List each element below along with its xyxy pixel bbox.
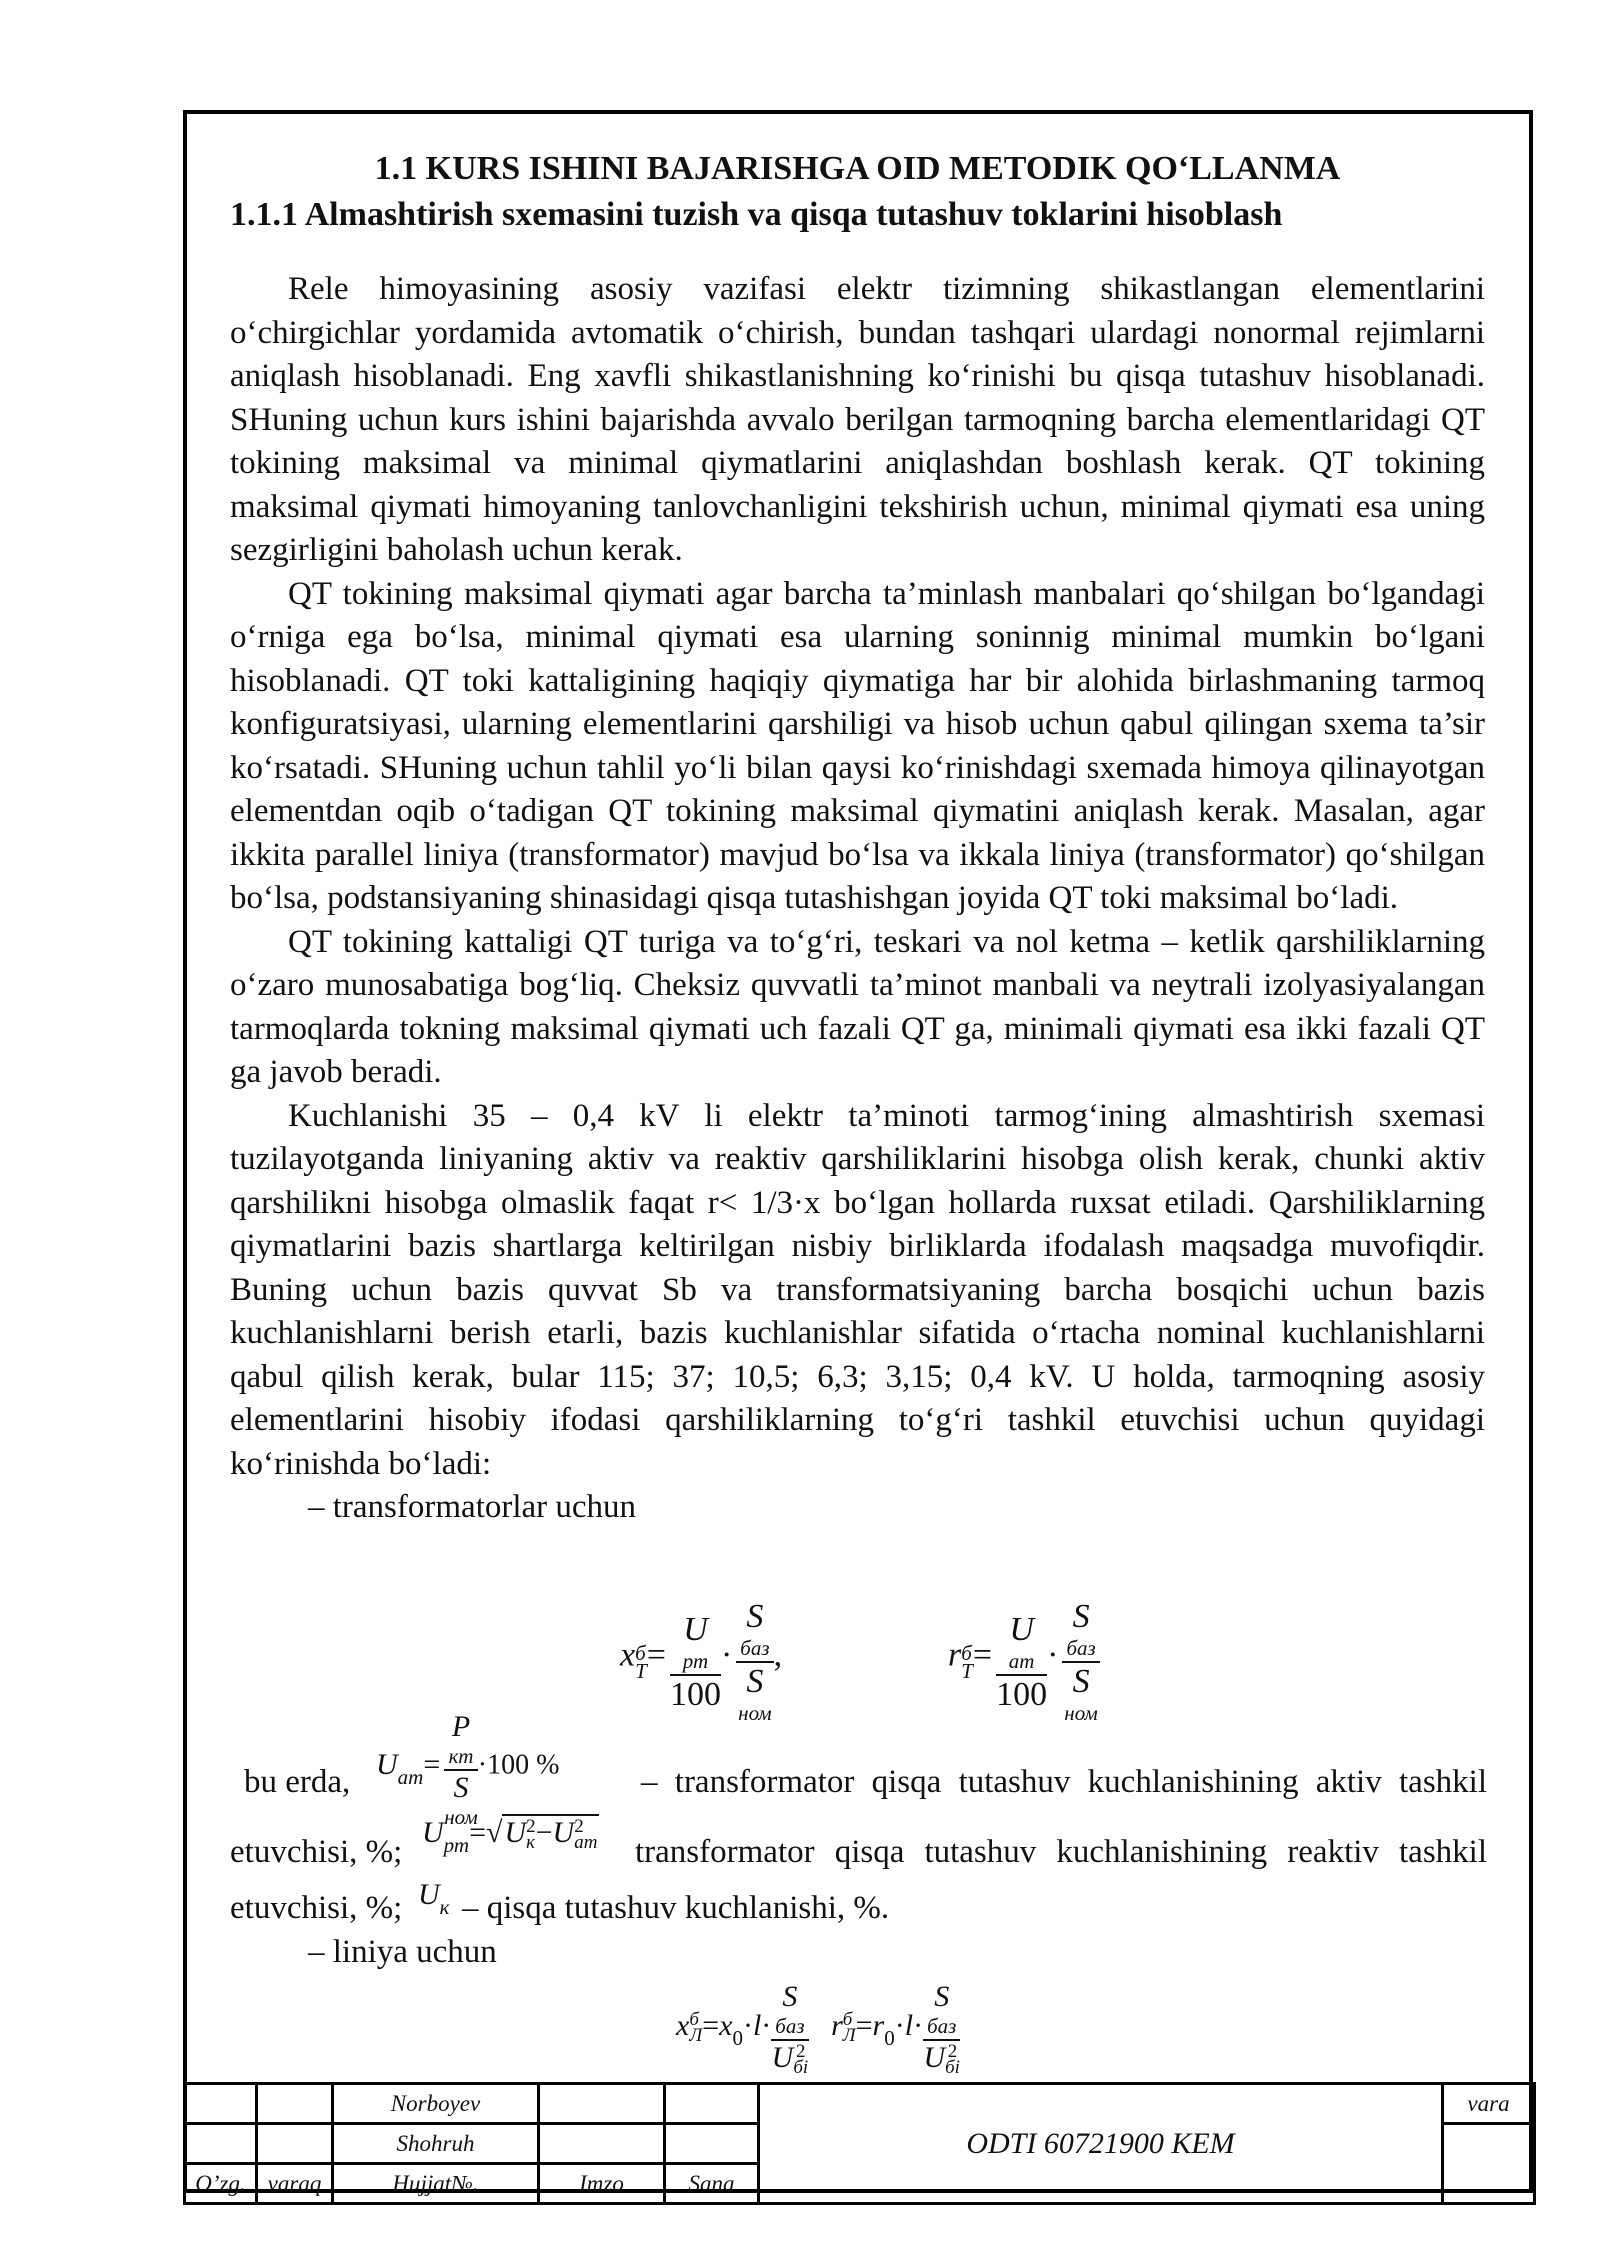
page-heading: 1.1 KURS ISHINI BAJARISHGA OID METODIK QO‘LLANMA (374, 150, 1341, 187)
stamp-cell (257, 2084, 333, 2124)
stamp-name-2: Shohruh (333, 2124, 539, 2164)
stamp-sana: Sana (665, 2164, 759, 2204)
stamp-cell (257, 2124, 333, 2164)
document-body (230, 150, 1485, 1530)
uk-description: – qisqa tutashuv kuchlanishi, %. (462, 1890, 890, 1926)
stamp-cell (185, 2084, 257, 2124)
stamp-varaq: varaq (257, 2164, 333, 2204)
title-block (183, 2082, 1536, 2205)
formula-xT: x б Т = U рт 100 · S баз S ном , (620, 1598, 783, 1725)
formula-rT: r б Т = U ат 100 · S баз S ном (948, 1598, 1098, 1725)
stamp-ozg: O’zg. (185, 2164, 257, 2204)
formula-Uk: $U_к$ (418, 1878, 450, 1919)
stamp-cell (185, 2124, 257, 2164)
etuvchisi-1: etuvchisi, %; (230, 1834, 403, 1870)
list-item-transformers: – transformatorlar uchun (308, 1489, 637, 1525)
stamp-hujjat: Hujjat№. (333, 2164, 539, 2204)
paragraph-4: Kuchlanishi 35 – 0,4 kV li elektr ta’minoti tarmog‘ining almashtirish sxemasi tuzilayotganda liniyaning aktiv va reaktiv qarshiliklarini hisobga olish kerak, chunki aktiv qarshilikni hisobga olmaslik faqat r< 1/3·x bo‘lgan hollarda ruxsat etiladi. Qarshiliklarning qiymatlarini bazis shartlarga keltirilgan nisbiy birliklarda ifodalash maqsadga muvofiqdir. Buning uchun bazis quvvat Sb va transformatsiyaning barcha bosqichi uchun bazis kuchlanishlarni berish etarli, bazis kuchlanishlar sifatida o‘rtacha nominal kuchlanishlarni qabul qilish kerak, bular 115; 37; 10,5; 6,3; 3,15; 0,4 kV. U holda, tarmoqning asosiy elementlarini hisobiy ifodasi qarshiliklarning to‘g‘ri tashkil etuvchisi uchun quyidagi ko‘rinishda bo‘ladi: (230, 1097, 1485, 1482)
formula-line: x б Л $=x_0\cdot l\cdot$ S баз U 2 бі r б Л $=r_0\cdot l\cdot$ S баз U 2 бі (676, 1980, 960, 2079)
paragraph-2: QT tokining maksimal qiymati agar barcha ta’minlash manbalari qo‘shilgan bo‘lgandagi o‘rniga ega bo‘lsa, minimal qiymati esa ularning soninnig minimal mumkin bo‘lgani hisoblanadi. QT toki kattaligining haqiqiy qiymatiga har bir alohida birlashmaning tarmoq konfiguratsiyasi, ularning elementlarini qarshiligi va hisob uchun qabul qilingan sxema ta’sir ko‘rsatadi. SHuning uchun tahlil yo‘li bilan qaysi ko‘rinishdagi sxemada himoya qilinayotgan elementdan oqib o‘tadigan QT tokining maksimal qiymatini aniqlash kerak. Masalan, agar ikkita parallel liniya (transformator) mavjud bo‘lsa va ikkala liniya (transformator) qo‘shilgan bo‘lsa, podstansiyaning shinasidagi qisqa tutashishgan joyida QT toki maksimal bo‘ladi. (230, 575, 1485, 916)
stamp-page-number (1443, 2124, 1535, 2204)
upt-description: transformator qisqa tutashuv kuchlanishining reaktiv tashkil (635, 1834, 1487, 1870)
formula-Uat: $U_{ат}=$ P кт S ном ·100 % (376, 1710, 560, 1829)
formula-Upt: $U_{рт}=√U$ 2 к −U 2 ат (422, 1816, 598, 1857)
document-code: ODTI 60721900 KEM (759, 2084, 1443, 2204)
stamp-cell (665, 2124, 759, 2164)
stamp-name-1: Norboyev (333, 2084, 539, 2124)
paragraph-1: Rele himoyasining asosiy vazifasi elektr tizimning shikastlangan elementlarini o‘chirgichlar yordamida avtomatik o‘chirish, bundan tashqari ulardagi nonormal rejimlarni aniqlash hisoblanadi. Eng xavfli shikastlanishning ko‘rinishi bu qisqa tutashuv hisoblanadi. SHuning uchun kurs ishini bajarishda avvalo berilgan tarmoqning barcha elementlaridagi QT tokining maksimal va minimal qiymatlarini aniqlashdan boshlash kerak. QT tokining maksimal qiymati himoyaning tanlovchanligini tekshirish uchun, minimal qiymati esa uning sezgirligini baholash uchun kerak. (230, 271, 1485, 568)
section-heading: 1.1.1 Almashtirish sxemasini tuzish va qisqa tutashuv toklarini hisoblash (230, 196, 1283, 233)
paragraph-3: QT tokining kattaligi QT turiga va to‘g‘ri, teskari va nol ketma – ketlik qarshiliklarning o‘zaro munosabatiga bog‘liq. Cheksiz quvvatli ta’minot manbali va neytrali izolyasiyalangan tarmoqlarda tokning maksimal qiymati uch fazali QT ga, minimali qiymati esa ikki fazali QT ga javob beradi. (230, 923, 1485, 1090)
stamp-cell (665, 2084, 759, 2124)
uat-description: – transformator qisqa tutashuv kuchlanishining aktiv tashkil (641, 1764, 1487, 1800)
etuvchisi-2: etuvchisi, %; (230, 1890, 403, 1926)
bu-erda-label: bu erda, (244, 1764, 351, 1800)
stamp-imzo: Imzo (539, 2164, 665, 2204)
list-item-line: – liniya uchun (308, 1934, 497, 1970)
stamp-cell (539, 2084, 665, 2124)
stamp-cell (539, 2124, 665, 2164)
stamp-vara: vara (1443, 2084, 1535, 2124)
